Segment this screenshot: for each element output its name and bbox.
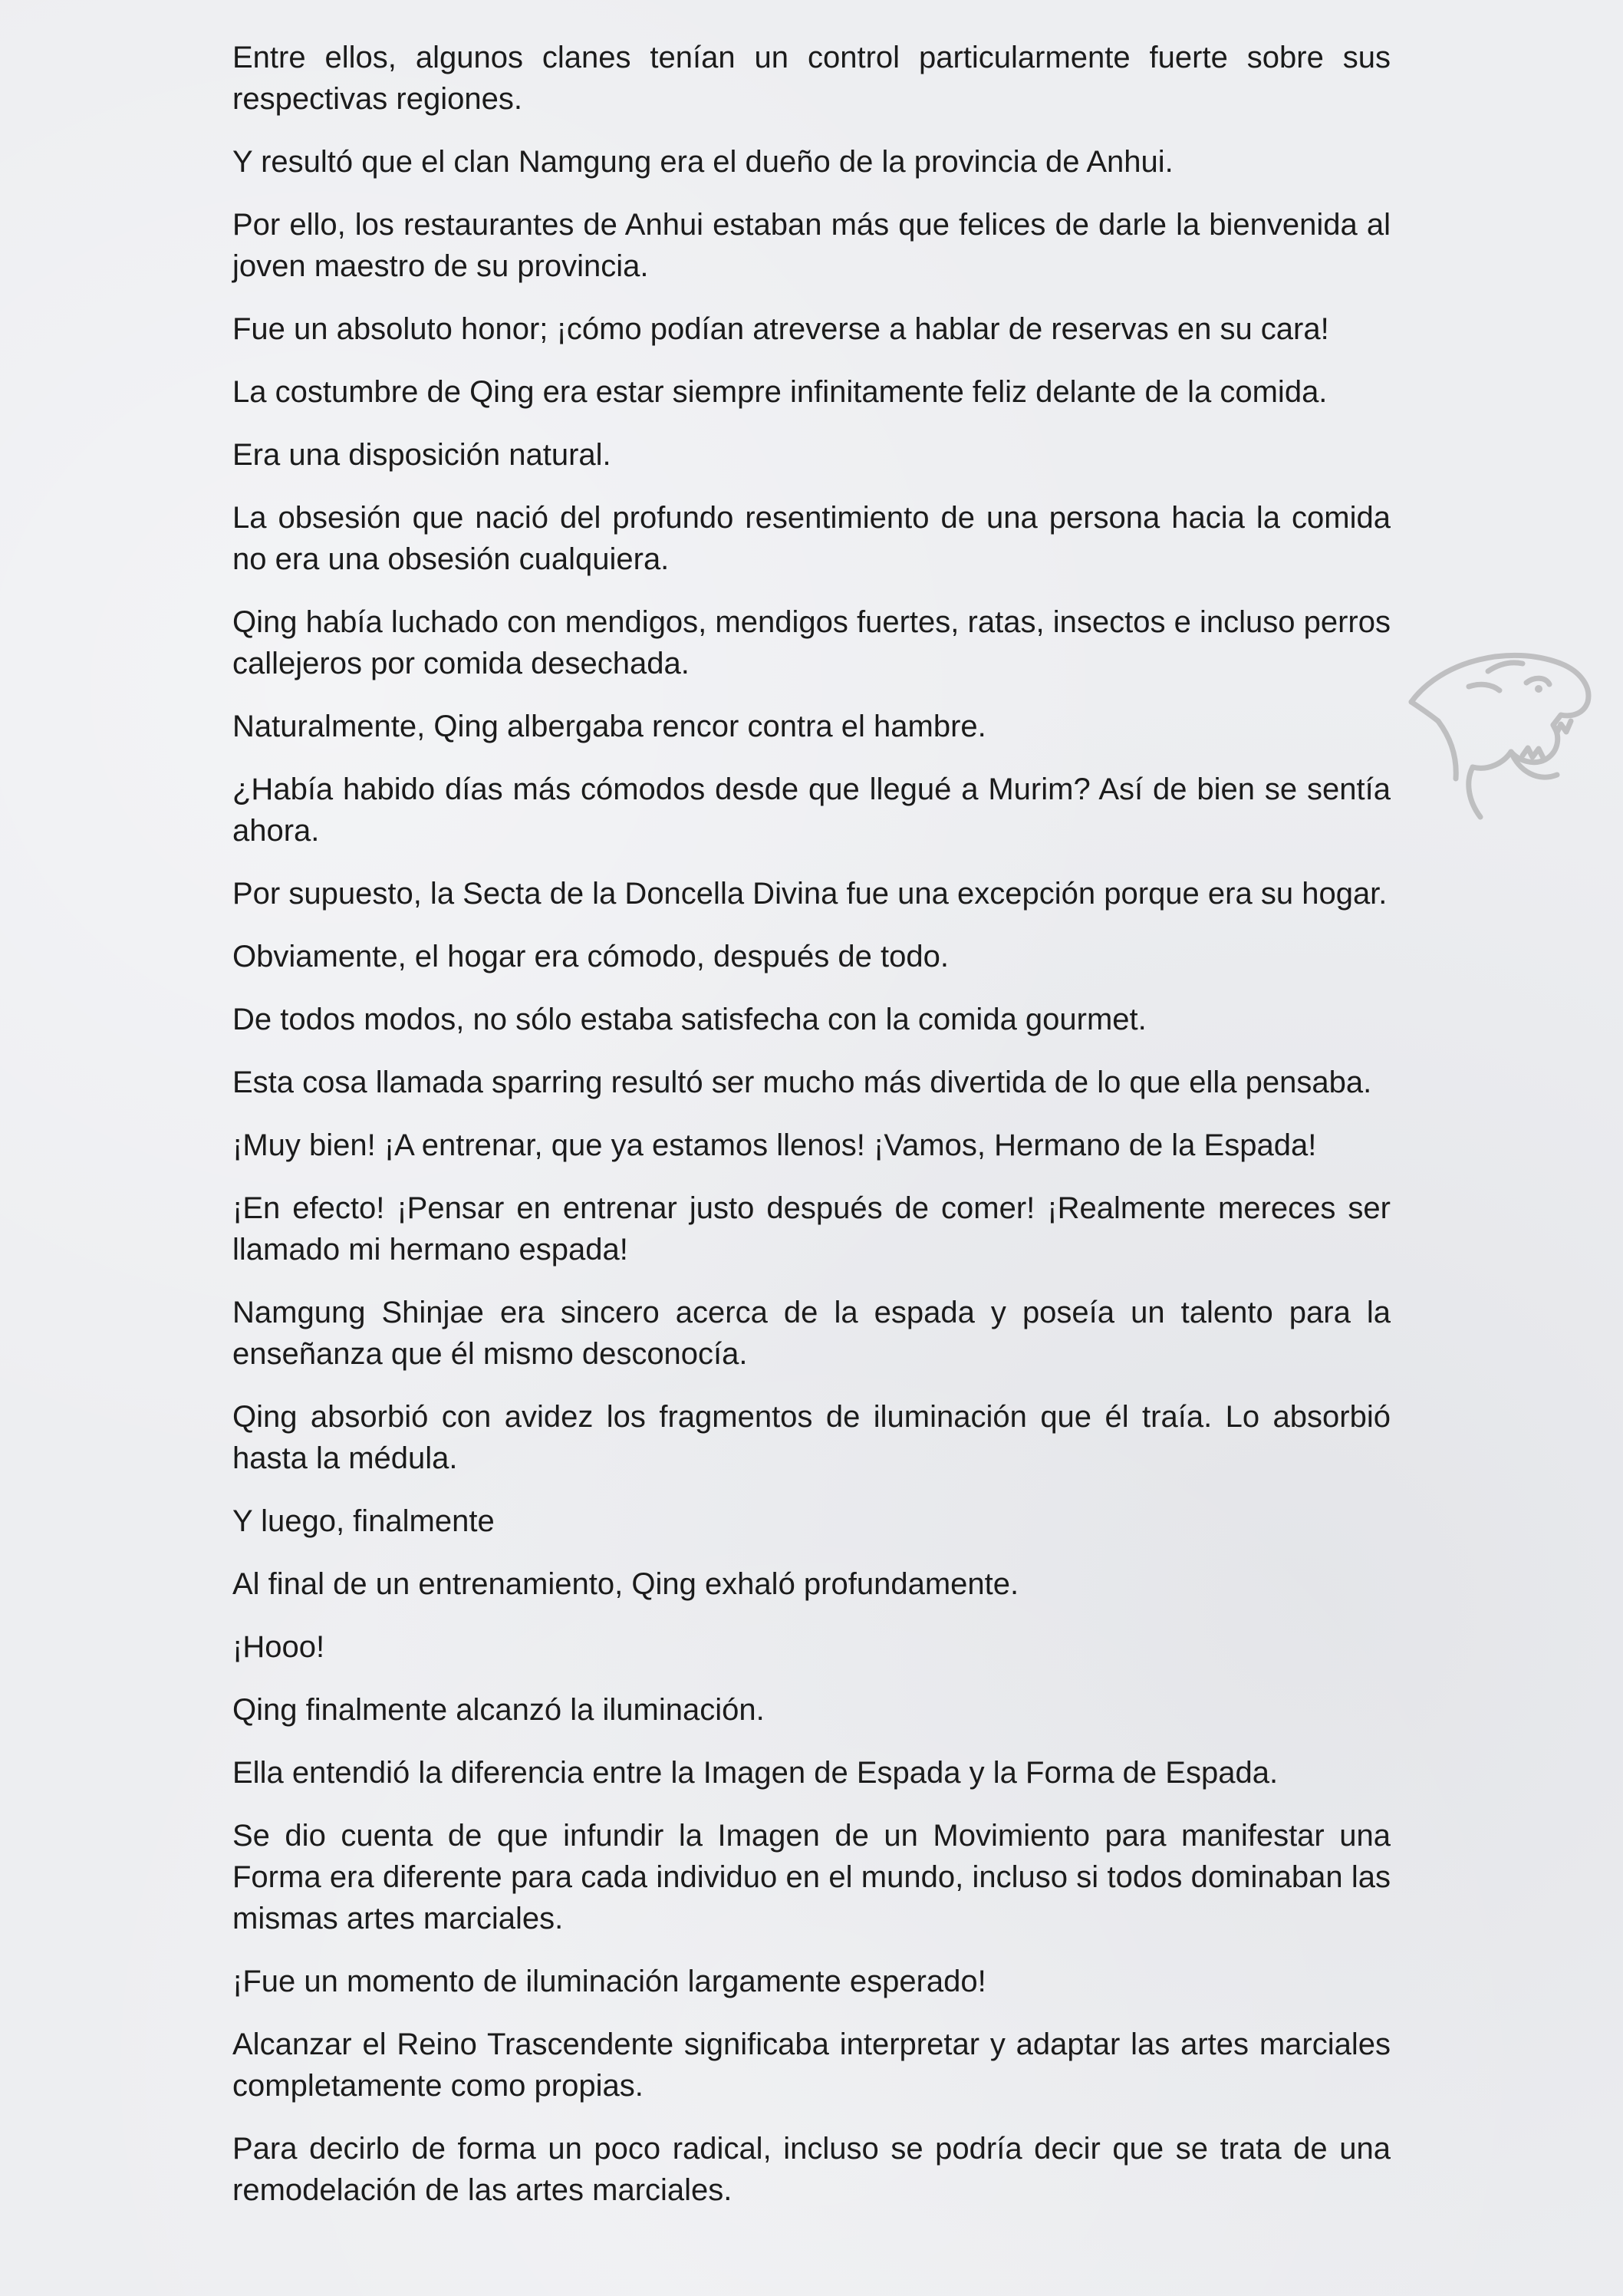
paragraph-25: ¡Fue un momento de iluminación largamente esperado! xyxy=(232,1965,986,1998)
paragraph-27: Para decirlo de forma un poco radical, incluso se podría decir que se trata de una remodelación de las artes marciales. xyxy=(232,2132,1391,2207)
paragraph-6: Era una disposición natural. xyxy=(232,438,611,472)
paragraph-24: Se dio cuenta de que infundir la Imagen de un Movimiento para manifestar una Forma era diferente para cada individuo en el mundo, incluso si todos dominaban las mismas artes marciales. xyxy=(232,1819,1391,1935)
paragraph-13: De todos modos, no sólo estaba satisfecha con la comida gourmet. xyxy=(232,1003,1147,1036)
paragraph-10: ¿Había habido días más cómodos desde que llegué a Murim? Así de bien se sentía ahora. xyxy=(232,772,1391,848)
paragraph-2: Y resultó que el clan Namgung era el dueño de la provincia de Anhui. xyxy=(232,145,1174,179)
paragraph-8: Qing había luchado con mendigos, mendigos fuertes, ratas, insectos e incluso perros callejeros por comida desechada. xyxy=(232,605,1391,680)
paragraph-16: ¡En efecto! ¡Pensar en entrenar justo después de comer! ¡Realmente mereces ser llamado mi hermano espada! xyxy=(232,1191,1391,1267)
paragraph-4: Fue un absoluto honor; ¡cómo podían atreverse a hablar de reservas en su cara! xyxy=(232,312,1329,346)
paragraph-18: Qing absorbió con avidez los fragmentos de iluminación que él traía. Lo absorbió hasta la médula. xyxy=(232,1400,1391,1475)
paragraph-15: ¡Muy bien! ¡A entrenar, que ya estamos llenos! ¡Vamos, Hermano de la Espada! xyxy=(232,1128,1317,1162)
paragraph-14: Esta cosa llamada sparring resultó ser mucho más divertida de lo que ella pensaba. xyxy=(232,1066,1372,1099)
paragraph-12: Obviamente, el hogar era cómodo, después de todo. xyxy=(232,940,949,973)
document-body xyxy=(232,37,1391,2232)
paragraph-26: Alcanzar el Reino Trascendente significaba interpretar y adaptar las artes marciales completamente como propias. xyxy=(232,2028,1391,2103)
paragraph-11: Por supuesto, la Secta de la Doncella Divina fue una excepción porque era su hogar. xyxy=(232,877,1388,911)
paragraph-21: ¡Hooo! xyxy=(232,1630,325,1664)
paragraph-5: La costumbre de Qing era estar siempre infinitamente feliz delante de la comida. xyxy=(232,375,1328,409)
paragraph-9: Naturalmente, Qing albergaba rencor contra el hambre. xyxy=(232,710,986,743)
paragraph-19: Y luego, finalmente xyxy=(232,1504,495,1538)
paragraph-17: Namgung Shinjae era sincero acerca de la espada y poseía un talento para la enseñanza que él mismo desconocía. xyxy=(232,1296,1391,1371)
paragraph-20: Al final de un entrenamiento, Qing exhaló profundamente. xyxy=(232,1567,1019,1601)
paragraph-7: La obsesión que nació del profundo resentimiento de una persona hacia la comida no era una obsesión cualquiera. xyxy=(232,501,1391,576)
paragraph-3: Por ello, los restaurantes de Anhui estaban más que felices de darle la bienvenida al joven maestro de su provincia. xyxy=(232,208,1391,283)
paragraph-22: Qing finalmente alcanzó la iluminación. xyxy=(232,1693,765,1727)
paragraph-23: Ella entendió la diferencia entre la Imagen de Espada y la Forma de Espada. xyxy=(232,1756,1279,1790)
paragraph-1: Entre ellos, algunos clanes tenían un control particularmente fuerte sobre sus respectivas regiones. xyxy=(232,41,1391,116)
dinosaur-head-icon xyxy=(1396,629,1603,836)
